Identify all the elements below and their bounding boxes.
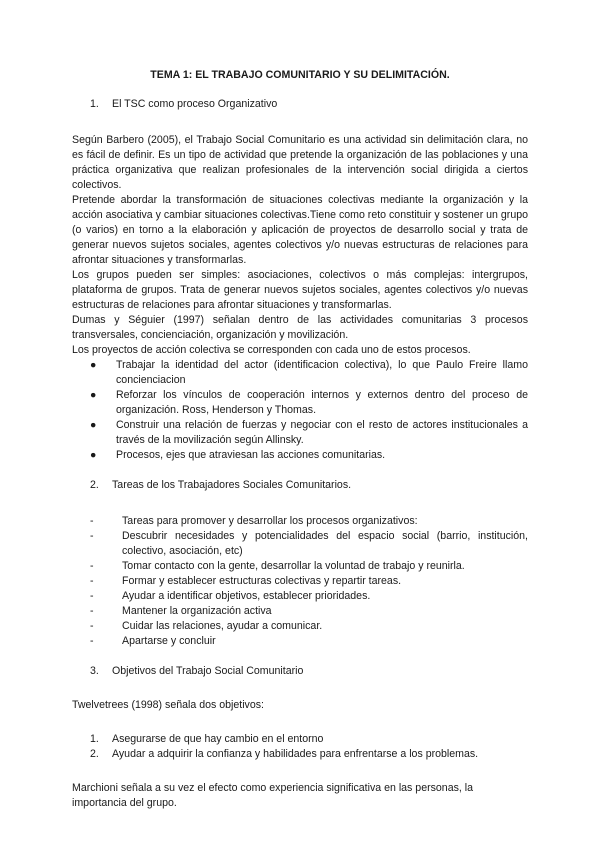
section-heading-3 — [90, 664, 528, 679]
bullet-icon: ● — [90, 419, 97, 431]
list-item: - Apartarse y concluir — [90, 635, 216, 647]
section-number: 3. — [90, 665, 99, 677]
section-heading-1 — [90, 97, 528, 112]
list-item: ● Reforzar los vínculos de cooperación internos y externos dentro del proceso de organización. Ross, Henderson y Thomas. — [90, 389, 528, 416]
list-item: - Formar y establecer estructuras colectivas y repartir tareas. — [90, 575, 402, 587]
paragraph: Marchioni señala a su vez el efecto como experiencia significativa en las personas, la importancia del grupo. — [72, 782, 474, 809]
dash-icon: - — [90, 605, 94, 617]
section-heading-2 — [90, 478, 528, 493]
section-title: El TSC como proceso Organizativo — [112, 98, 278, 110]
dash-icon: - — [90, 620, 94, 632]
paragraph: Twelvetrees (1998) señala dos objetivos: — [72, 699, 264, 711]
dash-icon: - — [90, 515, 94, 527]
document-title: TEMA 1: EL TRABAJO COMUNITARIO Y SU DELIMITACIÓN. — [150, 69, 450, 81]
bullet-icon: ● — [90, 359, 97, 371]
objectives-list — [72, 732, 528, 762]
paragraph: Según Barbero (2005), el Trabajo Social Comunitario es una actividad sin delimitación clara, no es fácil de definir. Es un tipo de actividad que pretende la organización de las poblaciones y una práctica organizativa que realizan profesionales de la intervención social dirigida a ciertos colectivos. — [72, 134, 528, 191]
list-item: - Cuidar las relaciones, ayudar a comunicar. — [90, 620, 323, 632]
item-number: 1. — [90, 733, 99, 745]
bullet-list — [72, 358, 528, 463]
task-list — [72, 514, 528, 649]
paragraph: Pretende abordar la transformación de situaciones colectivas mediante la organización y la acción asociativa y cambiar situaciones colectivas.Tiene como reto constituir y sostener un grupo (o varios) en torno a la elaboración y aplicación de proyectos de desarrollo social y trata de generar nuevos sujetos sociales, agentes colectivos y/o nuevas estructuras de relaciones para afrontar situaciones y transformarlas. — [72, 194, 528, 266]
list-item: 2. Ayudar a adquirir la confianza y habilidades para enfrentarse a los problemas. — [90, 748, 479, 760]
section-title: Objetivos del Trabajo Social Comunitario — [112, 665, 304, 677]
list-item: ● Trabajar la identidad del actor (identificacion colectiva), lo que Paulo Freire llamo concienciacion — [90, 359, 528, 386]
dash-icon: - — [90, 635, 94, 647]
list-item: - Ayudar a identificar objetivos, establecer prioridades. — [90, 590, 371, 602]
dash-icon: - — [90, 590, 94, 602]
dash-icon: - — [90, 575, 94, 587]
list-item: ● Construir una relación de fuerzas y negociar con el resto de actores institucionales a través de la movilización según Allinsky. — [90, 419, 528, 446]
list-item: - Mantener la organización activa — [90, 605, 272, 617]
dash-icon: - — [90, 560, 94, 572]
bullet-icon: ● — [90, 389, 97, 401]
list-item: - Tomar contacto con la gente, desarrollar la voluntad de trabajo y reunirla. — [90, 560, 465, 572]
paragraph: Los grupos pueden ser simples: asociaciones, colectivos o más complejas: intergrupos, plataforma de grupos. Trata de generar nuevos sujetos sociales, agentes colectivos y/o nuevas estructuras de relaciones para afrontar situaciones y transformarlas. — [72, 269, 528, 311]
section-title: Tareas de los Trabajadores Sociales Comunitarios. — [112, 479, 352, 491]
bullet-icon: ● — [90, 449, 97, 461]
list-item: 1. Asegurarse de que hay cambio en el entorno — [90, 733, 324, 745]
dash-icon: - — [90, 530, 94, 542]
section-number: 1. — [90, 98, 99, 110]
section-number: 2. — [90, 479, 99, 491]
list-item: - Tareas para promover y desarrollar los procesos organizativos: — [90, 515, 418, 527]
item-number: 2. — [90, 748, 99, 760]
paragraph: Los proyectos de acción colectiva se corresponden con cada uno de estos procesos. — [72, 344, 471, 356]
paragraph: Dumas y Séguier (1997) señalan dentro de las actividades comunitarias 3 procesos transversales, concienciación, organización y movilización. — [72, 314, 528, 341]
list-item: - Descubrir necesidades y potencialidades del espacio social (barrio, institución, colectivo, asociación, etc) — [90, 530, 528, 557]
list-item: ● Procesos, ejes que atraviesan las acciones comunitarias. — [90, 449, 386, 461]
